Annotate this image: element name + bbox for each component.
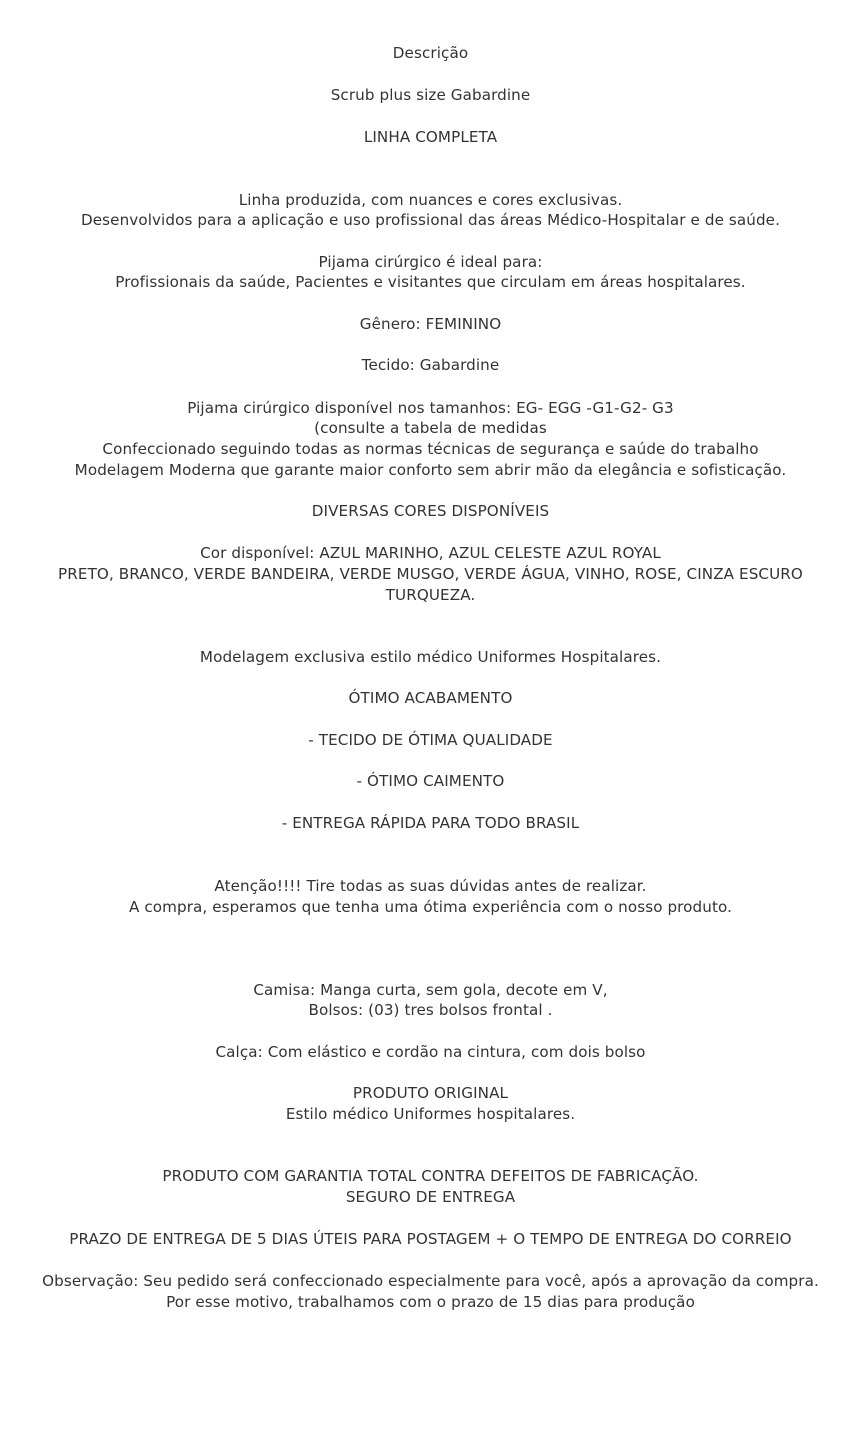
finish: ÓTIMO ACABAMENTO xyxy=(348,689,513,707)
fit: - ÓTIMO CAIMENTO xyxy=(356,772,505,790)
pants: Calça: Com elástico e cordão na cintura, com dois bolso xyxy=(215,1043,646,1061)
fabric: Tecido: Gabardine xyxy=(361,356,500,374)
delivery: - ENTREGA RÁPIDA PARA TODO BRASIL xyxy=(281,814,580,832)
norms: Confeccionado seguindo todas as normas técnicas de segurança e saúde do trabalho xyxy=(102,440,759,458)
intro-line-2: Desenvolvidos para a aplicação e uso profissional das áreas Médico-Hospitalar e de saúde. xyxy=(80,211,781,229)
gender: Gênero: FEMININO xyxy=(359,315,502,333)
attention-line-1: Atenção!!!! Tire todas as suas dúvidas antes de realizar. xyxy=(214,877,647,895)
modeling: Modelagem Moderna que garante maior conforto sem abrir mão da elegância e sofisticação. xyxy=(74,461,787,479)
quality: - TECIDO DE ÓTIMA QUALIDADE xyxy=(308,731,553,749)
shirt: Camisa: Manga curta, sem gola, decote em V, xyxy=(253,981,608,999)
exclusive-style: Modelagem exclusiva estilo médico Uniformes Hospitalares. xyxy=(199,648,662,666)
product-name: Scrub plus size Gabardine xyxy=(330,86,531,104)
ideal-for-label: Pijama cirúrgico é ideal para: xyxy=(318,253,543,271)
insurance: SEGURO DE ENTREGA xyxy=(345,1188,516,1206)
warranty: PRODUTO COM GARANTIA TOTAL CONTRA DEFEITOS DE FABRICAÇÃO. xyxy=(162,1167,699,1185)
note-line-1: Observação: Seu pedido será confeccionado especialmente para você, após a aprovação da compra. xyxy=(42,1272,819,1290)
sizes: Pijama cirúrgico disponível nos tamanhos: EG- EGG -G1-G2- G3 xyxy=(187,399,674,417)
line-title: LINHA COMPLETA xyxy=(363,128,498,146)
colors-line-2: PRETO, BRANCO, VERDE BANDEIRA, VERDE MUSGO, VERDE ÁGUA, VINHO, ROSE, CINZA ESCURO xyxy=(58,565,803,583)
attention-line-2: A compra, esperamos que tenha uma ótima experiência com o nosso produto. xyxy=(128,898,733,916)
original: PRODUTO ORIGINAL xyxy=(352,1084,509,1102)
pockets: Bolsos: (03) tres bolsos frontal . xyxy=(308,1001,553,1019)
colors-line-3: TURQUEZA. xyxy=(385,586,476,604)
note-line-2: Por esse motivo, trabalhamos com o prazo de 15 dias para produção xyxy=(166,1293,695,1311)
colors-line-1: Cor disponível: AZUL MARINHO, AZUL CELESTE AZUL ROYAL xyxy=(200,544,661,562)
colors-heading: DIVERSAS CORES DISPONÍVEIS xyxy=(311,502,550,520)
description-heading: Descrição xyxy=(392,44,469,62)
intro-line-1: Linha produzida, com nuances e cores exclusivas. xyxy=(238,191,623,209)
deadline: PRAZO DE ENTREGA DE 5 DIAS ÚTEIS PARA POSTAGEM + O TEMPO DE ENTREGA DO CORREIO xyxy=(69,1230,792,1248)
original-style: Estilo médico Uniformes hospitalares. xyxy=(285,1105,576,1123)
ideal-for-text: Profissionais da saúde, Pacientes e visitantes que circulam em áreas hospitalares. xyxy=(115,273,746,291)
size-table-note: (consulte a tabela de medidas xyxy=(314,419,547,437)
